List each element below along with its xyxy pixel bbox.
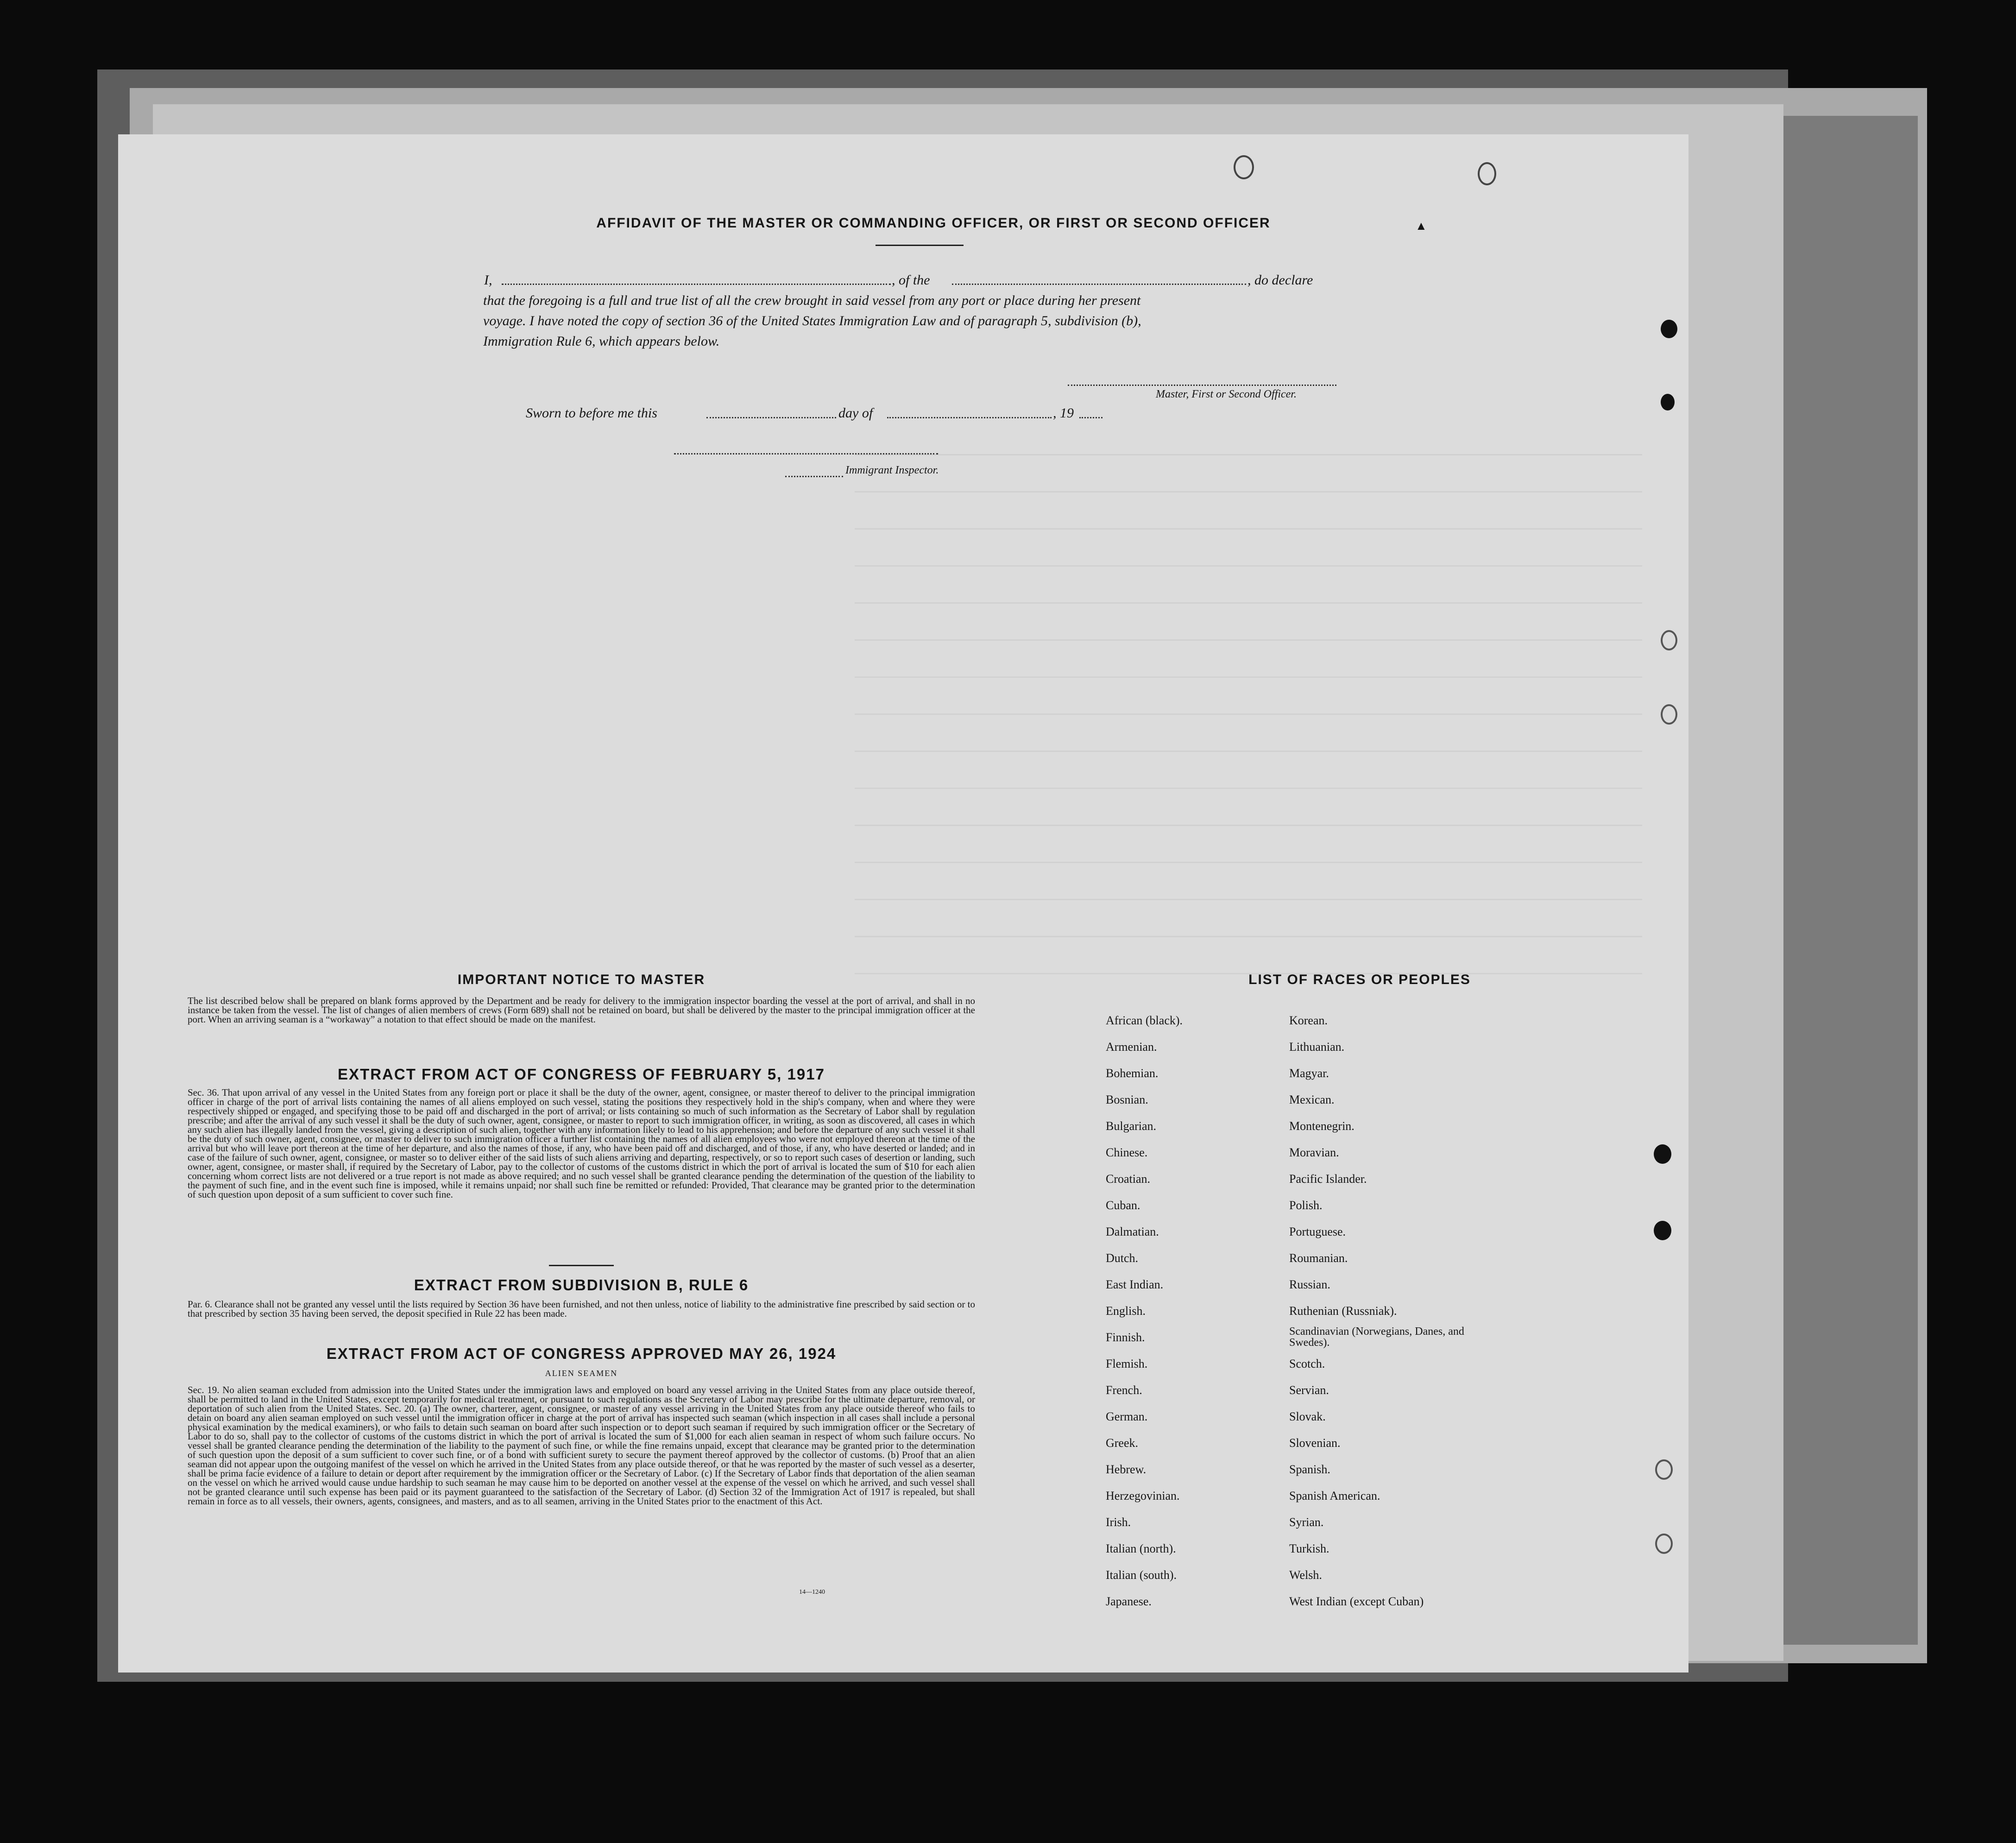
binder-hole	[1654, 1221, 1671, 1240]
affidavit-i-label: I,	[484, 272, 492, 288]
day-of-label: day of	[838, 405, 873, 421]
race-item: Greek.	[1106, 1436, 1139, 1450]
race-item: Bosnian.	[1106, 1093, 1148, 1106]
race-item: Korean.	[1289, 1014, 1328, 1027]
extract-1917-text: Sec. 36. That upon arrival of any vessel in the United States from any foreign port or place it shall be the duty of the owner, agent, consignee, or master thereof to deliver to the principal immigration officer in charge of the port of arrival lists containing the names of all aliens employed on such vessel, stating the positions they respectively hold in the ship's company, when and where they were respectively shipped or engaged, and specifying those to be paid off and discharged in the port of arrival; or lists containing so much of such information as the Secretary of Labor shall by regulation prescribe; and after the arrival of any such vessel it shall be the duty of such owner, agent, consignee, or master to report to such immigration officer, in writing, as soon as discovered, all cases in which any such alien has illegally landed from the vessel, giving a description of such alien, together with any information likely to lead to his apprehension; and before the departure of any such vessel it shall be the duty of such owner, agent, consignee, or master to deliver to such immigration officer a further list containing the names of all alien employees who were not employed thereon at the time of the arrival but who will leave port thereon at the time of her departure, and also the names of those, if any, who have been paid off and discharged, and of those, if any, who have deserted or landed; and in case of the failure of such owner, agent, consignee, or master so to deliver either of the said lists of such aliens arriving and departing, respectively, or so to report such cases of desertion or landing, such owner, agent, consignee, or master shall, if required by the Secretary of Labor, pay to the collector of customs of the customs district in which the port of arrival is located the sum of $10 for each alien concerning whom correct lists are not delivered or a true report is not made as above required; and no such vessel shall be granted clearance pending the determination of the question of the liability to the payment of such fine, and in the event such fine is imposed, while it remains unpaid; nor shall such fine be remitted or refunded: Provided, That clearance may be granted prior to the determination of such question upon deposit of a sum sufficient to cover such fine.	[188, 1087, 975, 1200]
race-item: Hebrew.	[1106, 1463, 1147, 1476]
race-item: Japanese.	[1106, 1595, 1152, 1608]
affidavit-body-line: that the foregoing is a full and true list of all the crew brought in said vessel from any port or place during her present	[483, 293, 1141, 308]
race-item: Scandinavian (Norwegians, Danes, and Swedes).	[1289, 1325, 1464, 1349]
race-item: French.	[1106, 1383, 1142, 1397]
race-item: Slovak.	[1289, 1410, 1326, 1423]
race-item: Welsh.	[1289, 1568, 1322, 1582]
divider	[876, 245, 964, 246]
race-item: Portuguese.	[1289, 1225, 1346, 1238]
race-item: Cuban.	[1106, 1199, 1140, 1212]
sworn-year-field[interactable]	[1079, 417, 1102, 418]
extract-1924-text: Sec. 19. No alien seaman excluded from admission into the United States under the immigration laws and employed on board any vessel arriving in the United States from any place outside thereof, shall be permitted to land in the United States, except temporarily for medical treatment, or pursuant to such regulations as the Secretary of Labor may prescribe for the ultimate departure, removal, or deportation of such alien from the United States. Sec. 20. (a) The owner, charterer, agent, consignee, or master of any vessel arriving in the United States from any place outside thereof who fails to detain on board any alien seaman employed on such vessel until the immigration officer in charge at the port of arrival has inspected such seaman (which inspection in all cases shall include a personal physical examination by the medical examiners), or who fails to detain such seaman on board after such inspection or to deport such seaman if required by such immigration officer or the Secretary of Labor to do so, shall pay to the collector of customs of the customs district in which the port of arrival is located the sum of $1,000 for each alien seaman in respect of whom such failure occurs. No vessel shall be granted clearance pending the determination of the liability to the payment of such fine, or while the fine remains unpaid, except that clearance may be granted prior to the determination of such question upon the deposit of a sum sufficient to cover such fine, or of a bond with sufficient surety to secure the payment thereof approved by the collector of customs. (b) Proof that an alien seaman did not appear upon the outgoing manifest of the vessel on which he arrived in the United States from any place outside thereof, or that he was reported by the master of such vessel as a deserter, shall be prima facie evidence of a failure to detain or deport after requirement by the immigration officer or the Secretary of Labor. (c) If the Secretary of Labor finds that deportation of the alien seaman on the vessel on which he arrived would cause undue hardship to such seaman he may cause him to be deported on another vessel at the expense of the vessel on which he arrived, and such vessel shall not be granted clearance until such expense has been paid or its payment guaranteed to the satisfaction of the Secretary of Labor. (d) Section 32 of the Immigration Act of 1917 is repealed, but shall remain in force as to all vessels, their owners, agents, consignees, and masters, and as to all seamen, arriving in the United States prior to the enactment of this Act.	[188, 1384, 975, 1507]
race-item: Turkish.	[1289, 1542, 1329, 1555]
race-item: German.	[1106, 1410, 1148, 1423]
binder-hole	[1654, 1144, 1671, 1164]
race-item: Ruthenian (Russniak).	[1289, 1304, 1397, 1318]
inspector-label: Immigrant Inspector.	[845, 464, 939, 476]
binder-hole	[1661, 704, 1677, 725]
sworn-month-field[interactable]	[887, 417, 1052, 418]
race-item: Spanish.	[1289, 1463, 1330, 1476]
race-item: Dutch.	[1106, 1251, 1139, 1265]
notice-text: The list described below shall be prepared on blank forms approved by the Department and be ready for delivery to the immigration inspector boarding the vessel at the port of arrival, and shall in no instance be taken from the vessel. The list of changes of alien members of crews (Form 689) shall not be retained on board, but shall be delivered by the master to the principal immigration officer at the port. When an arriving seaman is a “workaway” a notation to that effect should be made on the manifest.	[188, 995, 975, 1025]
race-item: Bulgarian.	[1106, 1119, 1157, 1133]
race-item: Irish.	[1106, 1515, 1131, 1529]
race-item: Chinese.	[1106, 1146, 1148, 1159]
race-item: Pacific Islander.	[1289, 1172, 1367, 1186]
race-item: Herzegovinian.	[1106, 1489, 1180, 1502]
race-item: Syrian.	[1289, 1515, 1324, 1529]
race-item: East Indian.	[1106, 1278, 1164, 1291]
race-item: Slovenian.	[1289, 1436, 1341, 1450]
race-item: Italian (south).	[1106, 1568, 1177, 1582]
races-title: LIST OF RACES OR PEOPLES	[1248, 972, 1471, 987]
sworn-day-field[interactable]	[706, 417, 836, 418]
binder-hole	[1655, 1534, 1673, 1554]
race-item: English.	[1106, 1304, 1146, 1318]
race-item: Bohemian.	[1106, 1067, 1159, 1080]
race-item: Moravian.	[1289, 1146, 1339, 1159]
race-item: Spanish American.	[1289, 1489, 1380, 1502]
race-item: Roumanian.	[1289, 1251, 1348, 1265]
race-item: African (black).	[1106, 1014, 1183, 1027]
race-item: Mexican.	[1289, 1093, 1335, 1106]
race-item: Dalmatian.	[1106, 1225, 1159, 1238]
race-item: Croatian.	[1106, 1172, 1151, 1186]
extract-1924-title: EXTRACT FROM ACT OF CONGRESS APPROVED MAY 26, 1924	[326, 1345, 837, 1362]
divider	[549, 1265, 614, 1266]
race-item: Flemish.	[1106, 1357, 1148, 1370]
inspector-signature-field[interactable]	[674, 453, 938, 454]
race-item: Armenian.	[1106, 1040, 1157, 1054]
year-label: , 19	[1053, 405, 1074, 421]
punch-hole	[1478, 162, 1496, 185]
affidavit-title: AFFIDAVIT OF THE MASTER OR COMMANDING OFFICER, OR FIRST OR SECOND OFFICER	[596, 215, 1271, 231]
race-item: Magyar.	[1289, 1067, 1329, 1080]
race-item: Montenegrin.	[1289, 1119, 1354, 1133]
binder-hole	[1661, 630, 1677, 650]
race-item: Russian.	[1289, 1278, 1330, 1291]
vessel-field[interactable]	[952, 284, 1246, 285]
affidavit-declare-label: , do declare	[1247, 272, 1313, 288]
race-item: Italian (north).	[1106, 1542, 1176, 1555]
stray-mark: ▲	[1415, 219, 1427, 233]
affidavit-body-line: voyage. I have noted the copy of section 36 of the United States Immigration Law and of paragraph 5, subdivision (b),	[483, 313, 1141, 328]
name-field[interactable]	[502, 284, 891, 285]
binder-hole	[1661, 320, 1677, 338]
affidavit-of-the-label: , of the	[892, 272, 930, 288]
notice-title: IMPORTANT NOTICE TO MASTER	[457, 972, 706, 987]
extract-rule6-text: Par. 6. Clearance shall not be granted any vessel until the lists required by Section 36 have been furnished, and not then unless, notice of liability to the administrative fine prescribed by said section or to that prescribed by section 35 having been served, the deposit specified in Rule 22 has been made.	[188, 1299, 975, 1319]
extract-rule6-title: EXTRACT FROM SUBDIVISION B, RULE 6	[414, 1276, 749, 1294]
race-item: Finnish.	[1106, 1331, 1145, 1344]
form-number: 14—1240	[799, 1589, 825, 1596]
extract-1924-subtitle: ALIEN SEAMEN	[545, 1369, 618, 1378]
binder-hole	[1655, 1459, 1673, 1480]
sworn-label: Sworn to before me this	[526, 405, 657, 421]
document-page	[118, 134, 1688, 1673]
inspector-dots	[785, 476, 843, 477]
binder-hole	[1661, 394, 1675, 410]
master-signature-label: Master, First or Second Officer.	[1156, 388, 1297, 400]
race-item: Scotch.	[1289, 1357, 1325, 1370]
punch-hole	[1234, 155, 1254, 179]
race-item: Lithuanian.	[1289, 1040, 1345, 1054]
race-item: Servian.	[1289, 1383, 1329, 1397]
extract-1917-title: EXTRACT FROM ACT OF CONGRESS OF FEBRUARY 5, 1917	[338, 1066, 825, 1083]
race-item: West Indian (except Cuban)	[1289, 1595, 1424, 1608]
affidavit-body-line: Immigration Rule 6, which appears below.	[483, 334, 720, 349]
race-item: Polish.	[1289, 1199, 1323, 1212]
master-signature-field[interactable]	[1068, 385, 1336, 386]
